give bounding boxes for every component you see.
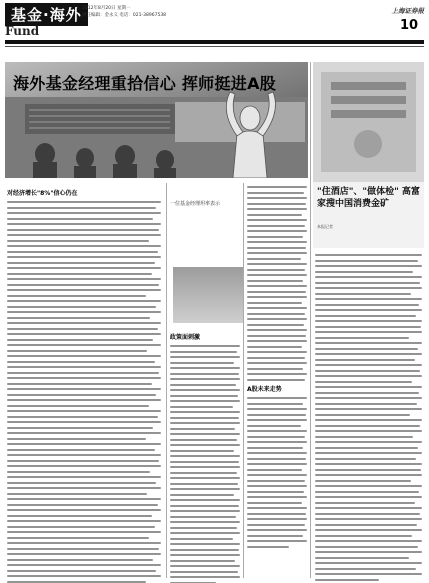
body-column-2	[170, 330, 240, 583]
column-subhead-1: 对经济增长"8%"信心仍在	[7, 190, 78, 197]
column-divider-3	[243, 183, 244, 578]
side-photo	[313, 62, 424, 182]
staff-line: 责任编辑：金永义 电话：021-38967538	[82, 13, 167, 18]
side-byline: 本报记者	[317, 224, 333, 229]
body-column-1	[7, 186, 161, 583]
side-column	[313, 62, 424, 578]
section-title: 基金·海外	[5, 3, 88, 26]
header-rule-thin	[5, 46, 424, 47]
column-subhead-2: 政策面刺激	[170, 334, 201, 341]
column-divider-2	[166, 183, 167, 578]
side-article	[313, 62, 424, 248]
paper-logo: 上海证券报	[391, 7, 424, 15]
main-headline: 海外基金经理重拾信心 挥师挺进A股	[13, 74, 277, 93]
column-subhead-3: A股未来走势	[247, 386, 282, 393]
section-subtitle: Fund	[5, 24, 40, 38]
page-header	[0, 0, 429, 62]
body-column-3	[247, 186, 307, 551]
column-divider	[310, 62, 311, 578]
hero-photo	[5, 62, 308, 178]
header-rule	[5, 40, 424, 44]
date-line: 2012年8月20日 星期一	[82, 6, 131, 11]
page-number: 10	[400, 18, 419, 33]
inline-photo	[173, 267, 243, 323]
side-body	[315, 254, 422, 583]
pull-quote: 一位基金经理坦率表示	[170, 201, 221, 207]
side-headline: "住酒店"、"做体检" 高富家搜中国消费金矿	[317, 187, 420, 209]
